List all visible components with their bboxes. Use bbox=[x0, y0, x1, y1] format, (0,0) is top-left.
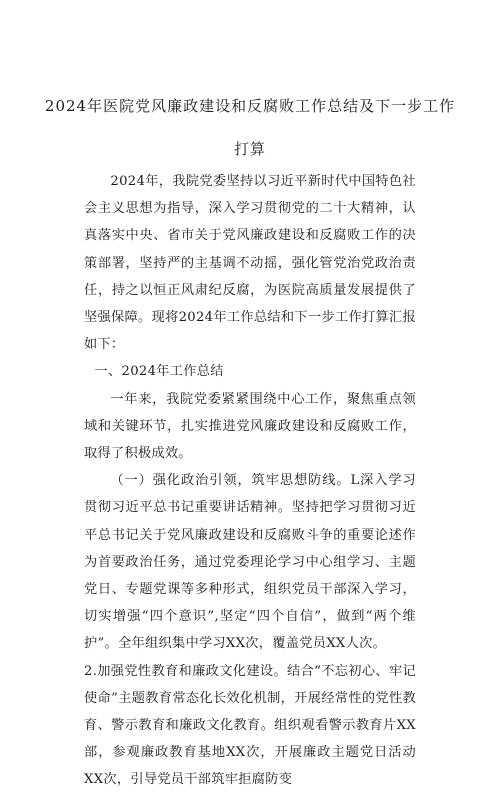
subsection-paragraph-2: 2.加强党性教育和廉政文化建设。结合“不忘初心、牢记使命”主题教育常态化长效化机制，开展经常性的党性教育、警示教育和廉政文化教育。组织观看警示教育片XX部，参观廉政教育基地XX次，开展廉政主题党日活动XX次，引导党员干部筑牢拒腐防变 bbox=[84, 663, 416, 788]
intro-paragraph: 2024年，我院党委坚持以习近平新时代中国特色社会主义思想为指导，深入学习贯彻党的二十大精神，认真落实中央、省市关于党风廉政建设和反腐败工作的决策部署，坚持严的主基调不动摇，强化管党治党政治责任，持之以恒正风肃纪反腐，为医院高质量发展提供了坚强保障。现将2024年工作总结和下一步工作打算汇报如下： bbox=[84, 174, 416, 353]
document-title-line1: 2024年医院党风廉政建设和反腐败工作总结及下一步工作 bbox=[44, 97, 456, 115]
document-title-line2: 打算 bbox=[233, 140, 266, 158]
subsection-paragraph-1: （一）强化政治引领，筑牢思想防线。L深入学习贯彻习近平总书记重要讲话精神。坚持把学习贯彻习近平总书记关于党风廉政建设和反腐败斗争的重要论述作为首要政治任务，通过党委理论学习中心组学习、主题党日、专题党课等多种形式，组织党员干部深入学习，切实增强“四个意识”,坚定“四个自信”，做到“两个维护”。全年组织集中学习XX次，覆盖党员XX人次。 bbox=[84, 473, 416, 652]
section-heading: 一、2024年工作总结 bbox=[94, 364, 224, 380]
summary-paragraph: 一年来，我院党委紧紧围绕中心工作，聚焦重点领域和关键环节，扎实推进党风廉政建设和反腐败工作，取得了积极成效。 bbox=[84, 391, 416, 462]
document-body bbox=[84, 168, 416, 794]
